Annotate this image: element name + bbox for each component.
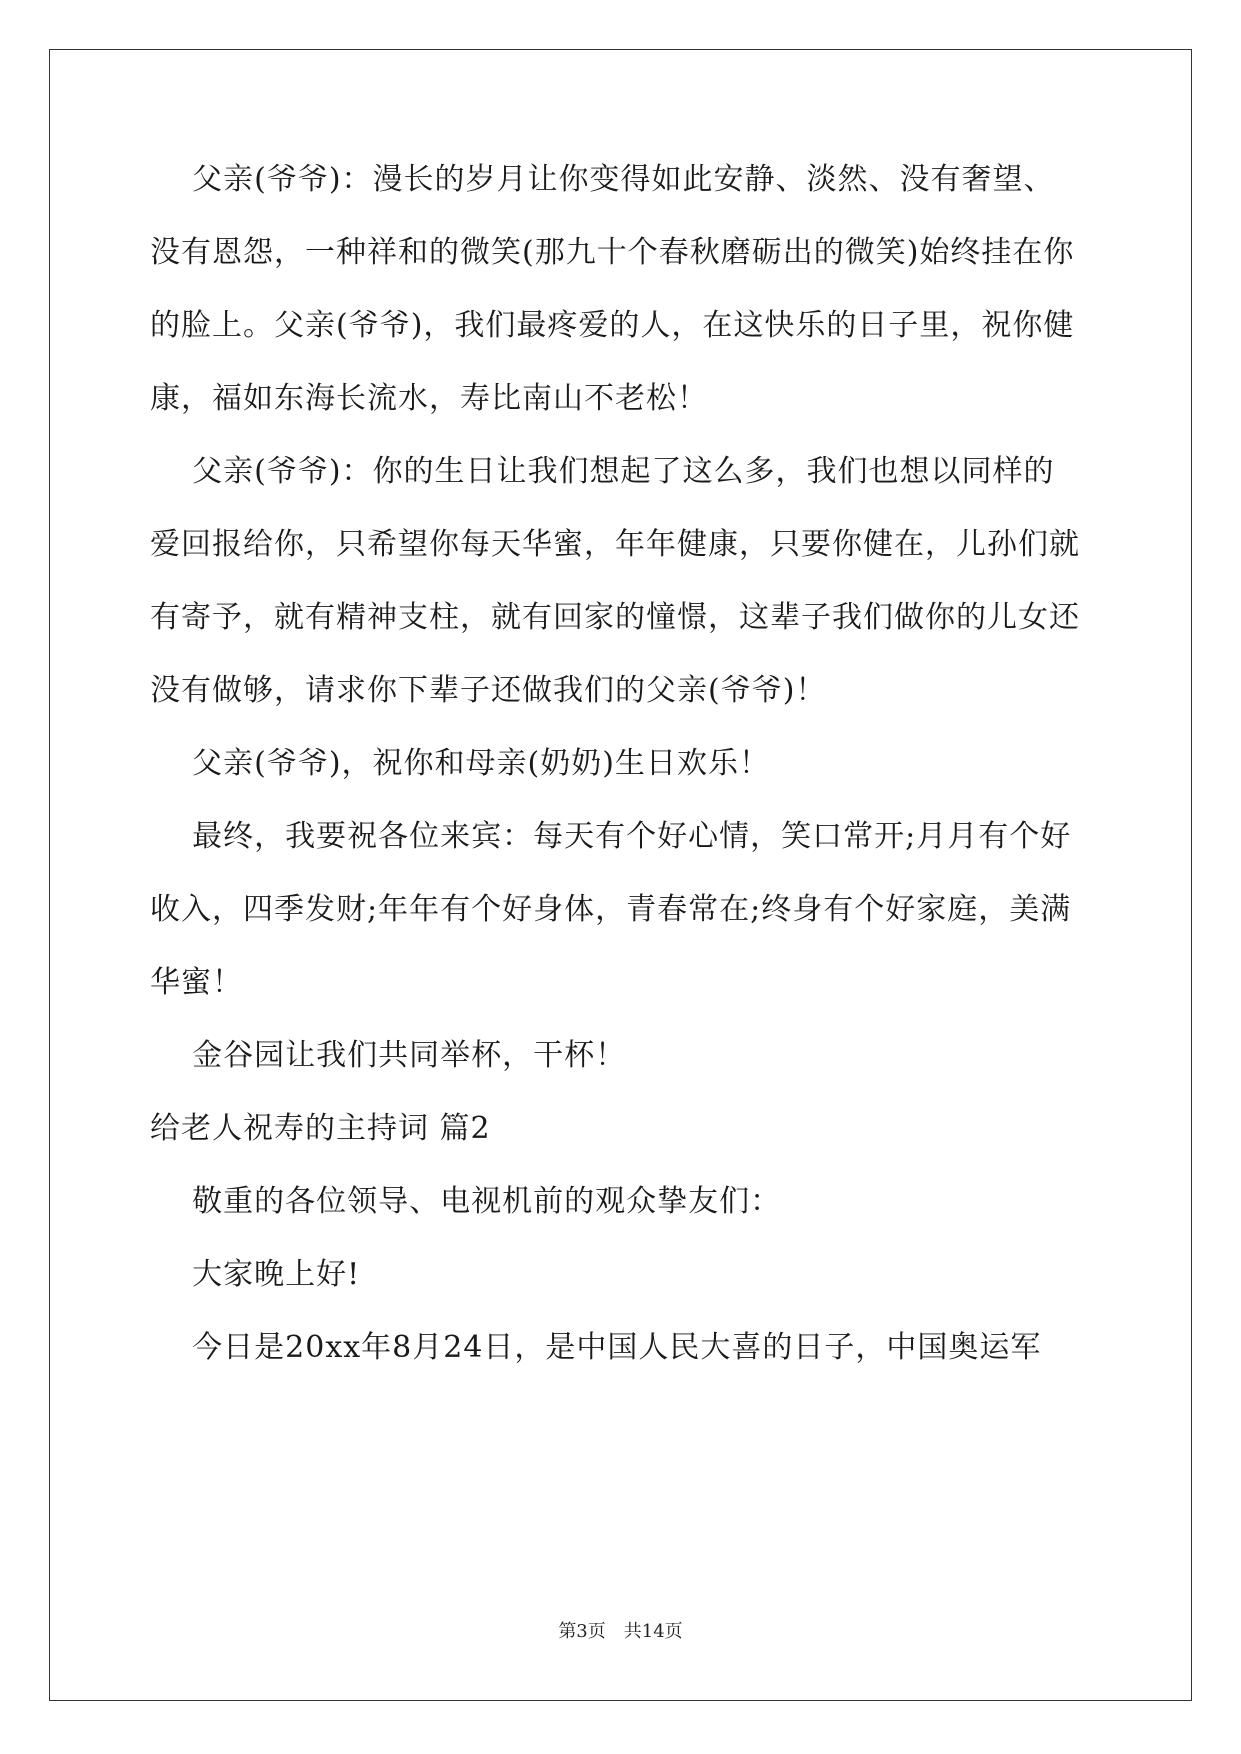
text-line: 没有恩怨，一种祥和的微笑(那九十个春秋磨砺出的微笑)始终挂在你: [150, 235, 1075, 270]
text-line: 没有做够，请求你下辈子还做我们的父亲(爷爷)！: [150, 673, 827, 708]
text-line: 父亲(爷爷)：你的生日让我们想起了这么多，我们也想以同样的: [150, 454, 1055, 489]
text-line: 爱回报给你，只希望你每天华蜜，年年健康，只要你健在，儿孙们就: [150, 527, 1080, 562]
text-line: 有寄予，就有精神支柱，就有回家的憧憬，这辈子我们做你的儿女还: [150, 600, 1080, 635]
text-line: 金谷园让我们共同举杯，干杯！: [150, 1038, 627, 1073]
text-line: 收入，四季发财;年年有个好身体，青春常在;终身有个好家庭，美满: [150, 892, 1072, 927]
text-line: 的脸上。父亲(爷爷)，我们最疼爱的人，在这快乐的日子里，祝你健: [150, 308, 1075, 343]
text-line: 今日是20xx年8月24日，是中国人民大喜的日子，中国奥运军: [150, 1330, 1042, 1365]
page-number-footer: 第3页 共14页: [558, 1621, 683, 1642]
page-border: [49, 49, 1192, 1701]
text-line: 敬重的各位领导、电视机前的观众挚友们：: [150, 1184, 782, 1219]
text-line: 最终，我要祝各位来宾：每天有个好心情，笑口常开;月月有个好: [150, 819, 1072, 854]
text-line: 华蜜！: [150, 965, 243, 1000]
section-heading: 给老人祝寿的主持词 篇2: [150, 1111, 491, 1146]
text-line: 康，福如东海长流水，寿比南山不老松！: [150, 381, 708, 416]
text-line: 大家晚上好!: [150, 1257, 361, 1292]
text-line: 父亲(爷爷)，祝你和母亲(奶奶)生日欢乐！: [150, 746, 770, 781]
text-line: 父亲(爷爷)：漫长的岁月让你变得如此安静、淡然、没有奢望、: [150, 162, 1055, 197]
